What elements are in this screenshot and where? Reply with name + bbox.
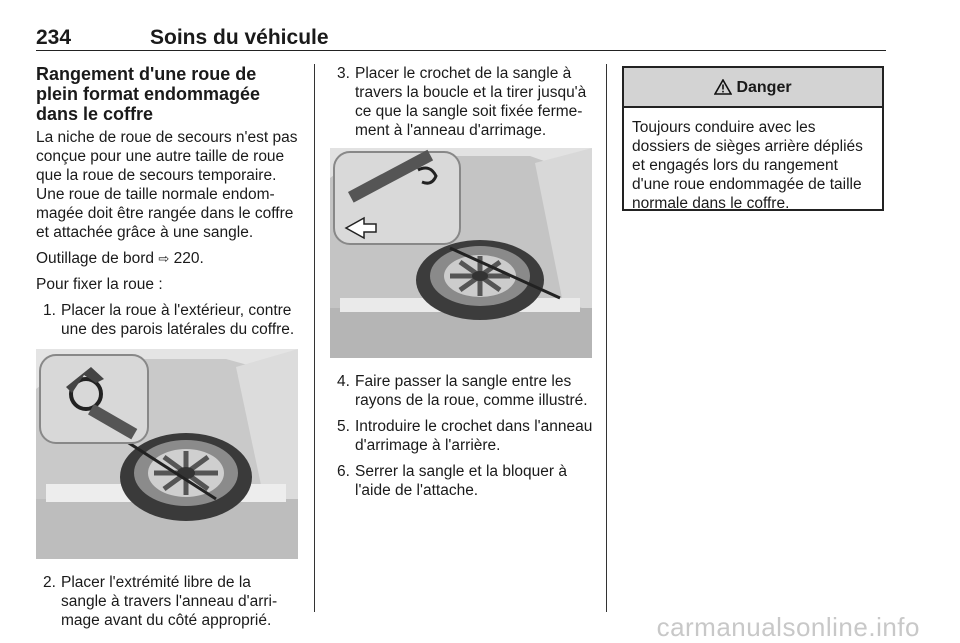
step-number: 2. — [43, 574, 56, 591]
step-2 — [36, 573, 300, 630]
trunk-wheel-illustration-1 — [36, 349, 298, 559]
step-4 — [330, 372, 595, 410]
trunk-wheel-illustration-1-drawing — [36, 349, 298, 559]
section-heading: Rangement d'une roue de plein format endommagée dans le coffre — [36, 64, 261, 124]
step-text: Faire passer la sangle entre les rayons de la roue, comme illustré. — [355, 373, 588, 409]
step-number: 6. — [337, 463, 350, 480]
step-text: Serrer la sangle et la bloquer à l'aide de l'attache. — [355, 463, 567, 499]
section-title: Soins du véhicule — [150, 26, 329, 49]
page-ref-arrow-icon: ⇨ — [158, 251, 170, 266]
danger-header — [624, 68, 882, 108]
column-divider — [314, 64, 315, 612]
step-5 — [330, 417, 595, 455]
step-3 — [330, 64, 595, 140]
danger-body: Toujours conduire avec les dossiers de sièges arrière dépliés et engagés lors du rangement d'une roue endommagée de taille normale dans le coffre. — [632, 119, 863, 212]
step-text: Placer le crochet de la sangle à travers la boucle et la tirer jusqu'à ce que la sangle soit fixée fermement à l'anneau d'arrimage. — [355, 65, 587, 139]
trunk-wheel-illustration-2 — [330, 148, 592, 358]
intro-paragraph: La niche de roue de secours n'est pas conçue pour une autre taille de roue que la roue de secours temporaire. Une roue de taille normale endommagée doit être rangée dans le coffre et attachée grâce à une sangle. — [36, 129, 298, 241]
step-text: Placer la roue à l'extérieur, contre une des parois latérales du coffre. — [61, 302, 295, 338]
step-6 — [330, 462, 595, 500]
tools-text: Outillage de bord — [36, 250, 155, 267]
warning-triangle-icon — [714, 79, 732, 95]
page-header — [36, 22, 886, 51]
step-text: Placer l'extrémité libre de la sangle à travers l'anneau d'arrimage avant du côté approprié. — [61, 574, 278, 629]
danger-box — [622, 66, 884, 211]
step-number: 1. — [43, 302, 56, 319]
step-number: 4. — [337, 373, 350, 390]
column-left — [36, 64, 300, 637]
column-middle — [330, 64, 595, 507]
step-number: 5. — [337, 418, 350, 435]
column-divider — [606, 64, 607, 612]
watermark: carmanualsonline.info — [656, 612, 920, 642]
tools-reference — [36, 249, 300, 268]
step-number: 3. — [337, 65, 350, 82]
tools-page-link[interactable]: 220. — [173, 250, 204, 267]
page-number: 234 — [36, 26, 72, 49]
step-text: Introduire le crochet dans l'anneau d'arrimage à l'arrière. — [355, 418, 593, 454]
danger-title: Danger — [736, 78, 792, 96]
fix-intro: Pour fixer la roue : — [36, 276, 163, 293]
step-1 — [36, 301, 300, 339]
trunk-wheel-illustration-2-drawing — [330, 148, 592, 358]
